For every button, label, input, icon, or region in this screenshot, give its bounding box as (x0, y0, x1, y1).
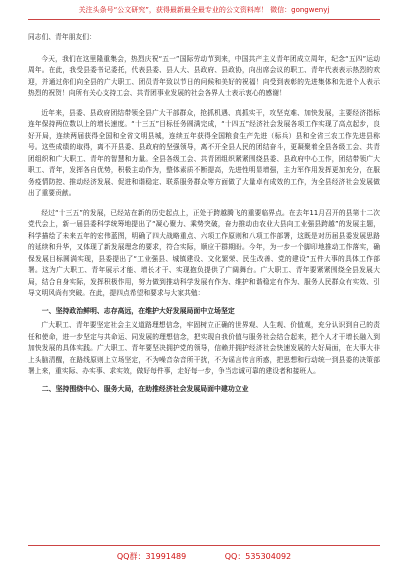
document-body (28, 32, 380, 398)
section-1-paragraph: 广大职工、青年要坚定社会主义道路理想信念，牢固树立正确的世界观、人生观、价值观，充分认识到自己的责任和使命，进一步坚定与共命运、同发展的理想信念，把实现自我价值与服务社会结合起来，把个人才干增长融入到加快发展的具体实践。广大职工、青年要坚决拥护党的领导，信赖并拥护经济社会快速发展的大好局面，在大事大非上头脑清醒，在路线原则上立场坚定，不为噪音杂音所干扰，不为谣言传言所惑，把思想和行动统一到县委的决策部署上来，重实际、办实事、求实效，做好每件事，走好每一步，争当忠诚可靠的建设者和接班人。 (28, 321, 380, 375)
section-heading-1: 一、坚持政治鲜明、志存高远，在维护大好发展局面中立场坚定 (41, 306, 235, 315)
header-banner: 关注头条号“公文研究”，获得最新最全最专业的公文资料库！ 微信：gongwenyj (78, 6, 330, 14)
header-divider (28, 19, 380, 20)
footer-qq-group: QQ群：31991489 (116, 552, 187, 561)
paragraph-achievements: 近年来，县委、县政府团结带领全县广大干部群众，抢抓机遇、真抓实干，攻坚克难、加快发展，主要经济指标连年保持两位数以上的增长速度。“十三五”目标任务圆满完成，“十四五”经济社会发展各项工作实现了高点起步，良好开局，连续两届获得全国和全省文明县城，连续五年获得全国粮食生产先进（标兵）县和全省三农工作先进县称号。这些成绩的取得，离不开县委、县政府的坚强领导，离不开全县人民的团结奋斗，更凝聚着全县各级工会、共青团组织和广大职工、青年的智慧和力量。全县各级工会、共青团组织紧紧围绕县委、县政府中心工作，团结带领广大职工、青年，发挥各自优势，积极主动作为，整体素质不断提高，先进性明显增强，主力军作用发挥更加充分，在服务疫情防控、推动经济发展、促进和谐稳定、联系服务群众等方面做了大量卓有成效的工作，为全县经济社会发展做出了重要贡献。 (28, 108, 380, 197)
footer-qq: QQ：535304092 (224, 552, 292, 561)
footer-divider (28, 545, 380, 546)
footer-contacts (28, 551, 380, 563)
section-heading-2: 二、坚持围绕中心、服务大局，在助推经济社会发展局面中建功立业 (41, 384, 249, 393)
paragraph-opening: 今天，我们在这里隆重集会，热烈庆祝“五一”国际劳动节到来，中国共产主义青年团成立周年，纪念“五四”运动周年。在此，我受县委书记委托，代表县委、县人大、县政府、县政协，向出席会议的职工、青年代表表示热烈的欢迎，并通过你们向全县的广大职工、团员青年致以节日的问候和美好的祝福！向受到表彰的先进集体和先进个人表示热烈的祝贺！向所有关心支持工会、共青团事业发展的社会各界人士表示衷心的感谢！ (28, 54, 380, 97)
salutation: 同志们、青年朋友们： (28, 33, 96, 41)
paragraph-outlook: 经过“十三五”的发展，已经站在新的历史起点上，正处于跨越腾飞的重要临界点。在去年11月召开的县第十二次党代会上，新一届县委科学统筹地提出了“凝心聚力、乘势突破，奋力推动由农业大县向工业强县跨越”的发展主题，科学描绘了未来五年的宏伟蓝图，明确了四大战略重点、六项工作原则和八项工作部署，这既是对历届县委发展思路的延续和升华，又体现了新发展理念的要求，符合实际，顺应干群期盼。今年，为一步一个脚印地推动工作落实，确保发展目标圆满实现，县委提出了“工业强县、城镇建设、文化繁荣、民生改善、党的建设”五件大事的具体工作部署。这为广大职工、青年展示才能、增长才干、实现抱负提供了广阔舞台。广大职工、青年要紧紧围绕全县发展大局，结合自身实际，发挥积极作用，努力做到推动科学发展有作为、维护和谐稳定有作为、服务人民群众有实效、引导文明风尚有突破。在此，提四点希望和要求与大家共勉： (28, 208, 380, 297)
